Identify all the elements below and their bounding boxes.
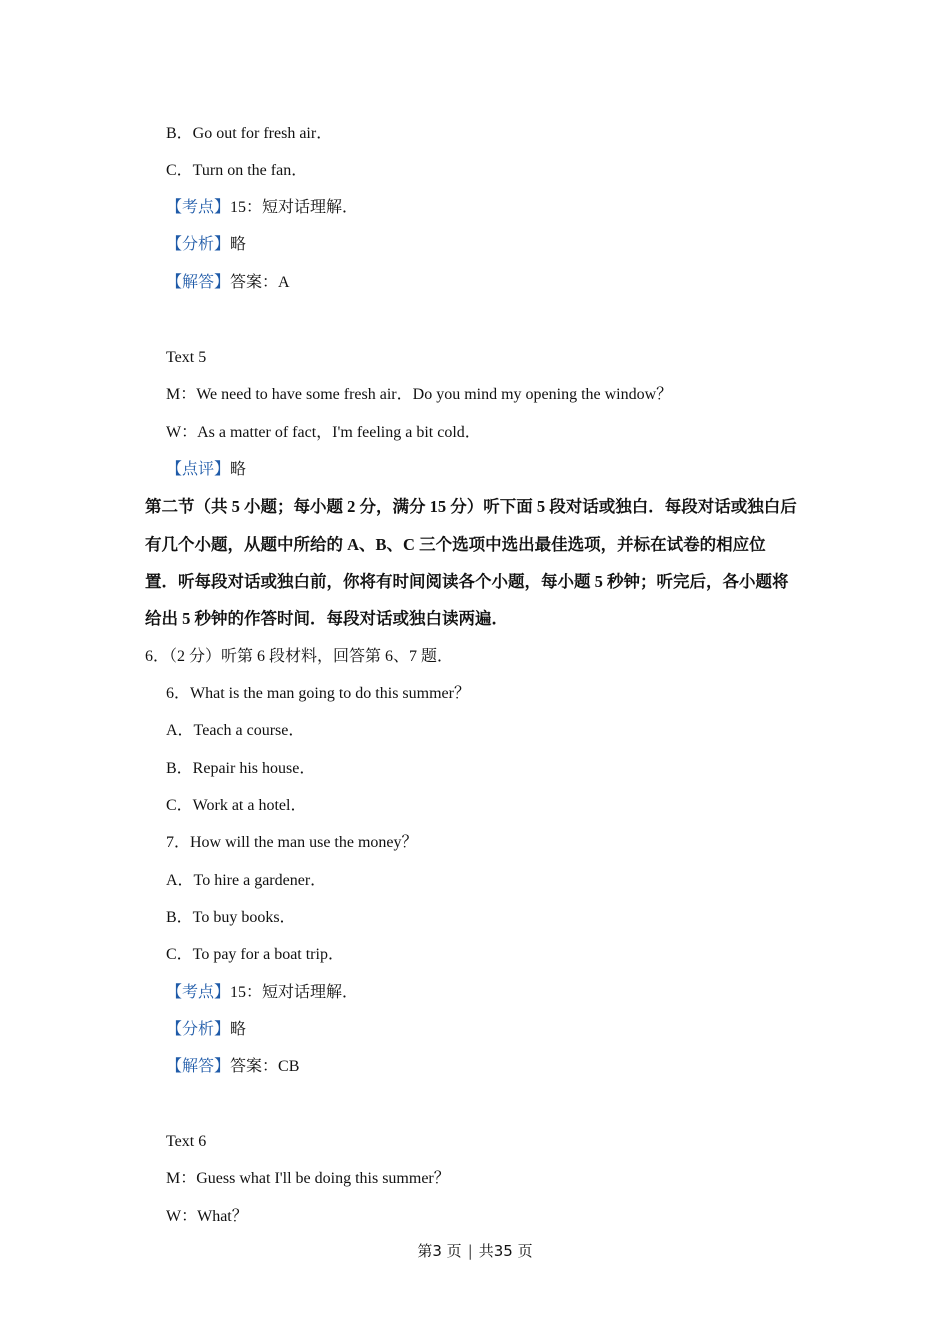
q7-option-a: A．To hire a gardener． <box>166 872 327 889</box>
fenxi-text-2: 略 <box>230 1021 247 1038</box>
text-title: Text 5 <box>166 349 207 366</box>
q6-option-c: C．Work at a hotel． <box>166 797 307 814</box>
kaodian-text-2: 15：短对话理解． <box>230 984 359 1001</box>
page-total: 共35 页 <box>478 1242 533 1260</box>
jieda-line: 【解答】答案：A <box>166 274 290 291</box>
dianping-line: 【点评】略 <box>166 461 247 478</box>
kaodian-tag: 考点 <box>182 199 215 216</box>
jieda-tag: 解答 <box>182 274 215 291</box>
question-header: 6．（2 分）听第 6 段材料，回答第 6、7 题． <box>145 648 454 665</box>
footer-separator: | <box>467 1242 473 1260</box>
jieda-text: 答案：A <box>230 274 290 291</box>
q6-option-a: A．Teach a course． <box>166 722 305 739</box>
dianping-tag: 点评 <box>182 461 215 478</box>
jieda-text-2: 答案：CB <box>230 1058 300 1075</box>
kaodian-text: 15：短对话理解． <box>230 199 359 216</box>
dialog-m-2: M：Guess what I'll be doing this summer？ <box>166 1170 450 1187</box>
dialog-m: M：We need to have some fresh air．Do you mind my opening the window？ <box>166 386 673 403</box>
kaodian-line: 【考点】15：短对话理解． <box>166 199 359 216</box>
fenxi-text: 略 <box>230 236 247 253</box>
fenxi-tag: 分析 <box>182 236 215 253</box>
dianping-text: 略 <box>230 461 247 478</box>
section-instructions-line-4: 给出 5 秒钟的作答时间．每段对话或独白读两遍． <box>145 609 508 628</box>
kaodian-tag-2: 考点 <box>182 984 215 1001</box>
section-instructions-line-1: 第二节（共 5 小题；每小题 2 分，满分 15 分）听下面 5 段对话或独白．每段对话或独白后 <box>145 497 797 516</box>
page-footer <box>0 1240 950 1261</box>
q7-stem: 7．How will the man use the money？ <box>166 834 418 851</box>
dialog-w: W：As a matter of fact，I'm feeling a bit cold． <box>166 424 481 441</box>
jieda-line-2: 【解答】答案：CB <box>166 1058 300 1075</box>
text-title-2: Text 6 <box>166 1133 207 1150</box>
q7-option-c: C．To pay for a boat trip． <box>166 946 344 963</box>
section-instructions-line-2: 有几个小题，从题中所给的 A、B、C 三个选项中选出最佳选项，并标在试卷的相应位 <box>145 535 766 554</box>
option-b: B．Go out for fresh air． <box>166 125 333 142</box>
fenxi-tag-2: 分析 <box>182 1021 215 1038</box>
section-instructions-line-3: 置．听每段对话或独白前，你将有时间阅读各个小题，每小题 5 秒钟；听完后，各小题将 <box>145 572 789 591</box>
kaodian-line-2: 【考点】15：短对话理解． <box>166 984 359 1001</box>
dialog-w-2: W：What？ <box>166 1208 248 1225</box>
jieda-tag-2: 解答 <box>182 1058 215 1075</box>
q6-option-b: B．Repair his house． <box>166 760 316 777</box>
fenxi-line: 【分析】略 <box>166 236 247 253</box>
page-number: 第3 页 <box>417 1242 462 1260</box>
fenxi-line-2: 【分析】略 <box>166 1021 247 1038</box>
q7-option-b: B．To buy books． <box>166 909 296 926</box>
q6-stem: 6．What is the man going to do this summer？ <box>166 685 470 702</box>
option-c: C．Turn on the fan． <box>166 162 308 179</box>
